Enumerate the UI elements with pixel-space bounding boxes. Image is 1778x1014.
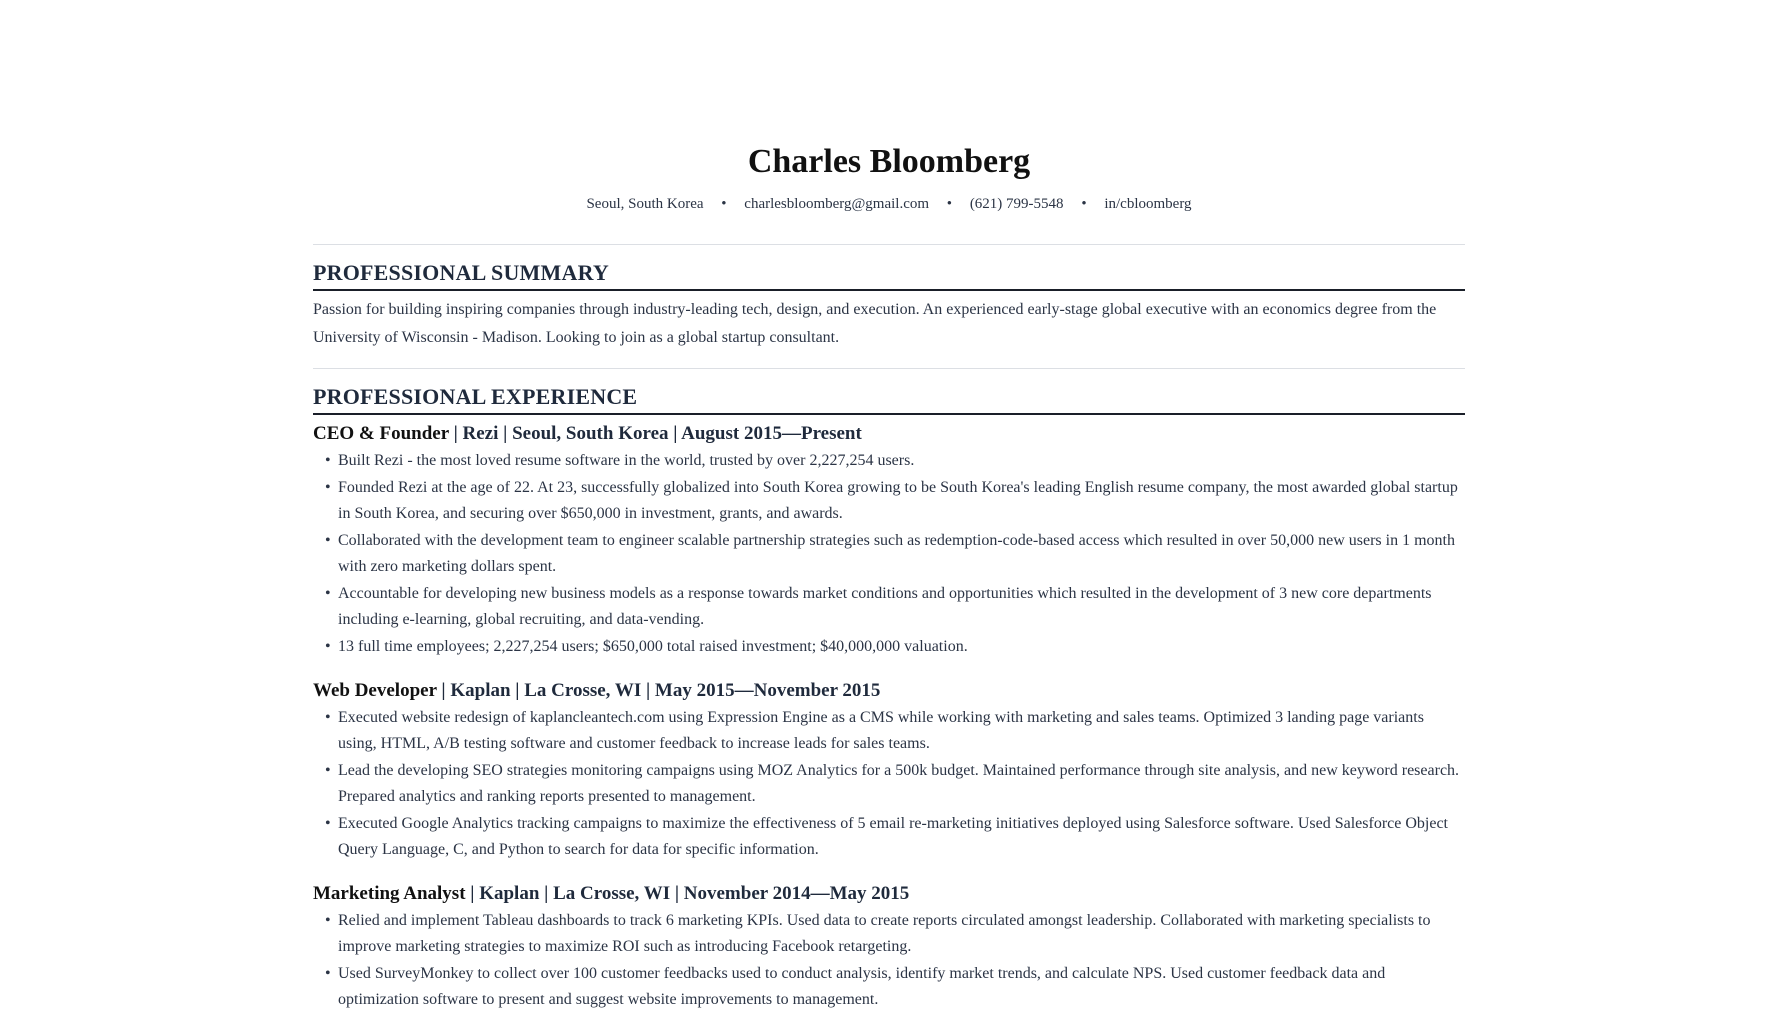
job-title [313,420,1465,448]
experience-heading: PROFESSIONAL EXPERIENCE [313,382,1465,415]
job-bullet [325,475,1465,527]
bullet-text: Accountable for developing new business models as a response towards market conditions and opportunities which resulted in the development of 3 new core departments including e-learning, global recruiting, and data-vending. [338,585,1432,628]
bullet-text: Executed Google Analytics tracking campaigns to maximize the effectiveness of 5 email re-marketing initiatives deployed using Salesforce software. Used Salesforce Object Query Language, C, and Python to search for data for specific information. [338,815,1448,858]
bullet-glyph: • [325,479,331,496]
job-role: Marketing Analyst [313,883,466,904]
job-bullet [325,961,1465,1013]
job-entry [313,677,1465,864]
job-bullet [325,528,1465,580]
contact-email[interactable]: charlesbloomberg@gmail.com [744,196,930,212]
job-entry [313,420,1465,661]
bullet-text: Relied and implement Tableau dashboards to track 6 marketing KPIs. Used data to create reports circulated amongst leadership. Collaborated with marketing specialists to improve marketing strategies to maximize ROI such as introducing Facebook retargeting. [338,912,1431,955]
contact-linkedin[interactable]: in/cbloomberg [1104,196,1192,212]
job-bullets [313,448,1465,660]
job-title [313,677,1465,705]
job-bullets [313,705,1465,863]
job-bullet [325,581,1465,633]
bullet-glyph: • [325,815,331,832]
job-bullet [325,811,1465,863]
bullet-text: Built Rezi - the most loved resume software in the world, trusted by over 2,227,254 users. [338,452,915,469]
job-bullets [313,908,1465,1013]
bullet-text: 13 full time employees; 2,227,254 users; $650,000 total raised investment; $40,000,000 valuation. [338,638,968,655]
divider [313,368,1465,369]
contact-separator: • [721,196,727,212]
bullet-text: Collaborated with the development team to engineer scalable partnership strategies such as redemption-code-based access which resulted in over 50,000 new users in 1 month with zero marketing dollars spent. [338,532,1455,575]
bullet-glyph: • [325,452,331,469]
bullet-text: Founded Rezi at the age of 22. At 23, successfully globalized into South Korea growing to be South Korea's leading English resume company, the most awarded global startup in South Korea, and securing over $650,000 in investment, grants, and awards. [338,479,1458,522]
job-entry [313,880,1465,1014]
job-bullet [325,908,1465,960]
job-role: CEO & Founder [313,423,449,444]
summary-heading: PROFESSIONAL SUMMARY [313,258,1465,291]
bullet-text: Used SurveyMonkey to collect over 100 customer feedbacks used to conduct analysis, identify market trends, and calculate NPS. Used customer feedback data and optimization software to present and suggest website improvements to management. [338,965,1386,1008]
bullet-text: Lead the developing SEO strategies monitoring campaigns using MOZ Analytics for a 500k budget. Maintained performance through site analysis, and new keyword research. Prepared analytics and ranking reports presented to management. [338,762,1460,805]
bullet-glyph: • [325,912,331,929]
bullet-glyph: • [325,709,331,726]
divider [313,244,1465,245]
bullet-glyph: • [325,965,331,982]
job-bullet [325,705,1465,757]
summary-text: Passion for building inspiring companies through industry-leading tech, design, and execution. An experienced early-stage global executive with an economics degree from the University of Wisconsin - Madison. Looking to join as a global startup consultant. [313,301,1437,346]
contact-location: Seoul, South Korea [586,196,704,212]
bullet-glyph: • [325,585,331,602]
job-details: | Kaplan | La Crosse, WI | November 2014—May 2015 [465,883,910,904]
contact-phone: (621) 799-5548 [969,196,1064,212]
job-role: Web Developer [313,680,437,701]
contact-line [313,192,1465,216]
job-bullet [325,634,1465,660]
bullet-glyph: • [325,532,331,549]
job-title [313,880,1465,908]
contact-separator: • [1081,196,1087,212]
bullet-glyph: • [325,762,331,779]
candidate-name: Charles Bloomberg [747,143,1031,180]
job-details: | Rezi | Seoul, South Korea | August 2015—Present [448,423,862,444]
bullet-glyph: • [325,638,331,655]
bullet-text: Executed website redesign of kaplancleantech.com using Expression Engine as a CMS while working with marketing and sales teams. Optimized 3 landing page variants using, HTML, A/B testing software and customer feedback to increase leads for sales teams. [338,709,1424,752]
job-bullet [325,758,1465,810]
job-bullet [325,448,1465,474]
job-details: | Kaplan | La Crosse, WI | May 2015—November 2015 [436,680,881,701]
contact-separator: • [946,196,953,212]
